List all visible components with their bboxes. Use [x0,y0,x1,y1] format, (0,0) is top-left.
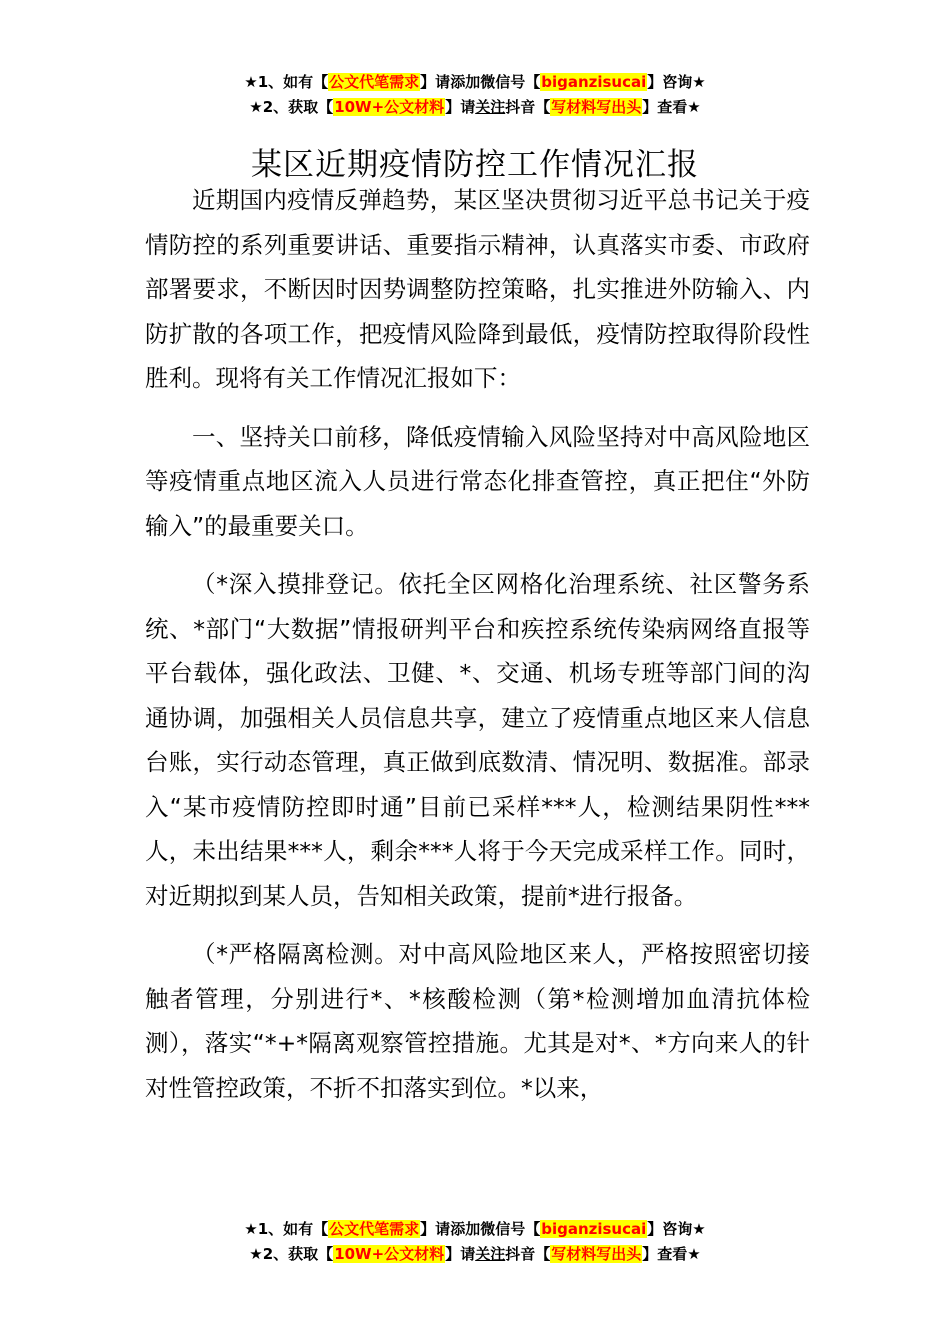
paragraph-quarantine: （*严格隔离检测。对中高风险地区来人，严格按照密切接触者管理，分别进行*、*核酸检测（第*检测增加血清抗体检测），落实“*+*隔离观察管控措施。尤其是对*、*方向来人的针对性管控政策，不折不扣落实到位。*以来， [145,940,810,1102]
banner-text: ★2、获取【 [249,98,334,116]
banner-text: 】查看★ [642,98,701,116]
document-body [145,178,810,1124]
highlight-douyin: 写材料写出头 [551,98,642,116]
highlight-wechat-id: biganzisucai [541,1220,647,1238]
banner-text: 抖音【 [505,1245,551,1263]
banner-emphasis: 添加 [450,1220,481,1238]
document-title: 某区近期疫情防控工作情况汇报 [251,146,699,183]
highlight-douyin: 写材料写出头 [551,1245,642,1263]
paragraph-registration: （*深入摸排登记。依托全区网格化治理系统、社区警务系统、*部门“大数据”情报研判平台和疾控系统传染病网络直报等平台载体，强化政法、卫健、*、交通、机场专班等部门间的沟通协调，加强相关人员信息共享，建立了疫情重点地区来人信息台账，实行动态管理，真正做到底数清、情况明、数据准。部录入“某市疫情防控即时通”目前已采样***人，检测结果阴性***人，未出结果***人，剩余***人将于今天完成采样工作。同时，对近期拟到某人员，告知相关政策，提前*进行报备。 [145,570,810,910]
banner-text: ★1、如有【 [244,1220,329,1238]
banner-text: ★2、获取【 [249,1245,334,1263]
banner-emphasis: 关注 [475,1245,506,1263]
banner-line-1 [0,1217,950,1242]
banner-line-1 [0,70,950,95]
banner-text: 】请 [420,1220,451,1238]
banner-line-2 [0,95,950,120]
banner-text: 】请 [445,1245,476,1263]
banner-text: 】请 [420,73,451,91]
banner-text: 】请 [445,98,476,116]
banner-text: 微信号【 [480,73,541,91]
highlight-wechat-id: biganzisucai [541,73,647,91]
footer-banner [0,1217,950,1267]
banner-line-2 [0,1242,950,1267]
paragraph-intro: 近期国内疫情反弹趋势，某区坚决贯彻习近平总书记关于疫情防控的系列重要讲话、重要指示精神，认真落实市委、市政府部署要求，不断因时因势调整防控策略，扎实推进外防输入、内防扩散的各项工作，把疫情风险降到最低，疫情防控取得阶段性胜利。现将有关工作情况汇报如下： [145,186,810,392]
banner-text: 】咨询★ [647,1220,706,1238]
highlight-materials: 10W+公文材料 [334,98,445,116]
banner-text: 抖音【 [505,98,551,116]
banner-text: ★1、如有【 [244,73,329,91]
highlight-materials: 10W+公文材料 [334,1245,445,1263]
highlight-service: 公文代笔需求 [329,73,420,91]
paragraph-section-1: 一、坚持关口前移，降低疫情输入风险坚持对中高风险地区等疫情重点地区流入人员进行常态化排查管控，真正把住“外防输入”的最重要关口。 [145,422,810,540]
highlight-service: 公文代笔需求 [329,1220,420,1238]
banner-text: 微信号【 [480,1220,541,1238]
banner-text: 】咨询★ [647,73,706,91]
banner-text: 】查看★ [642,1245,701,1263]
banner-emphasis: 关注 [475,98,506,116]
banner-emphasis: 添加 [450,73,481,91]
header-banner [0,70,950,120]
